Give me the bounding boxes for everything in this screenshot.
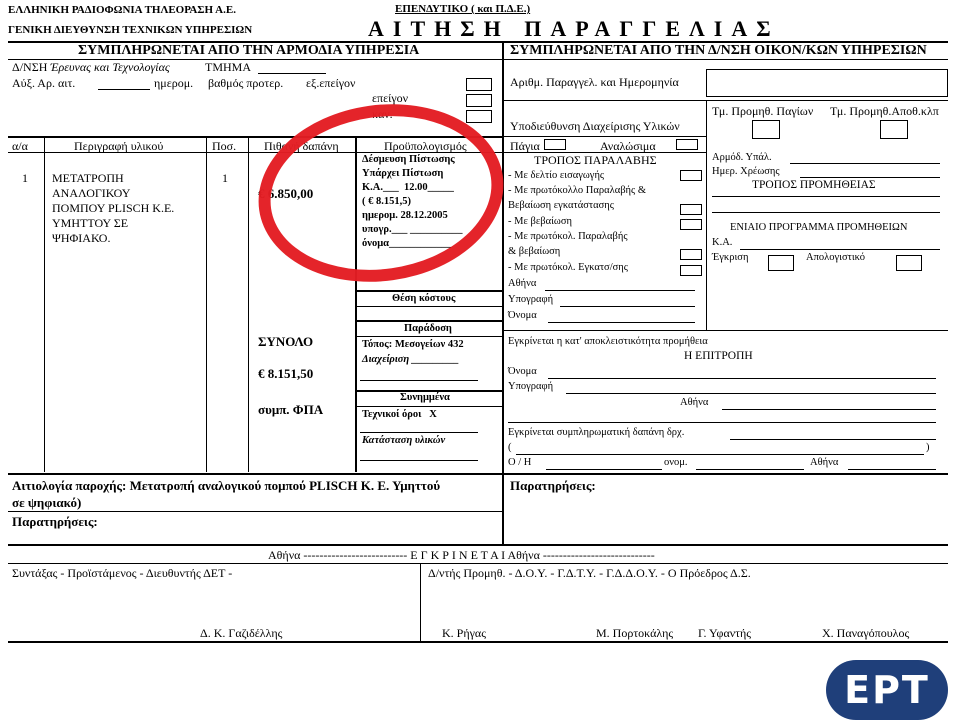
signatory-name-3: Μ. Πορτοκάλης <box>596 626 674 640</box>
divider <box>8 641 948 643</box>
aux-label: Αύξ. Αρ. αιτ. <box>12 76 76 90</box>
cost-position-label: Θέση κόστους <box>392 293 456 304</box>
divider <box>8 563 948 564</box>
paren-open: ( <box>508 442 512 453</box>
urgent-priority: εξ.επείγον <box>306 76 356 90</box>
delivery-place: Τόπος: Μεσογείων 432 <box>362 339 464 350</box>
divider <box>420 563 421 641</box>
supply-dept-checkbox[interactable] <box>752 120 780 139</box>
dept-label: Δ/ΝΣΗ Έρευνας και Τεχνολογίας <box>12 60 170 74</box>
budget-date: ημερομ. 28.12.2005 <box>362 210 448 221</box>
order-number-box[interactable] <box>706 69 948 97</box>
blank-line <box>360 460 478 461</box>
signatories-right: Δ/ντής Προμηθ. - Δ.Ο.Υ. - Γ.Δ.Τ.Υ. - Γ.Δ.Δ.Ο.Υ. - Ο Πρόεδρος Δ.Σ. <box>428 566 751 580</box>
blank-line <box>800 177 940 178</box>
priority-label: βαθμός προτερ. <box>208 76 284 90</box>
receipt-opt-4: - Με βεβαίωση <box>508 216 572 227</box>
budget-amount: ( € 8.151,5) <box>362 196 411 207</box>
receipt-opt-5: - Με πρωτόκολ. Παραλαβής <box>508 231 628 242</box>
item-desc-4: ΥΜΗΤΤΟΥ ΣΕ <box>52 216 129 230</box>
ert-logo: ΕΡΤ <box>826 660 948 720</box>
blank-line <box>508 422 936 423</box>
onom-label: ονομ. <box>664 457 688 468</box>
blank-line <box>740 249 940 250</box>
blank-line <box>548 322 695 323</box>
blank-line <box>258 73 326 74</box>
program-label: ΕΝΙΑΙΟ ΠΡΟΓΡΑΜΜΑ ΠΡΟΜΗΘΕΙΩΝ <box>730 222 908 233</box>
receipt-signature: Υπογραφή <box>508 294 554 305</box>
divider <box>706 100 707 330</box>
total-label: ΣΥΝΟΛΟ <box>258 334 314 349</box>
blank-line <box>730 439 936 440</box>
vat-label: συμπ. ΦΠΑ <box>258 402 324 417</box>
committee-approved: Εγκρίνεται η κατ' αποκλειστικότητα προμήθεια <box>508 336 708 347</box>
item-desc-1: ΜΕΤΑΤΡΟΠΗ <box>52 171 124 185</box>
analosimo-checkbox[interactable] <box>676 139 698 150</box>
receipt-athens: Αθήνα <box>508 278 537 289</box>
signatory-name-4: Γ. Υφαντής <box>698 626 752 640</box>
blank-line <box>712 212 940 213</box>
blank-line <box>790 163 940 164</box>
budget-ka: Κ.Α.___ 12.00_____ <box>362 182 454 193</box>
committee-athens: Αθήνα <box>680 397 709 408</box>
resp-officer-label: Αρμόδ. Υπάλ. <box>712 152 772 163</box>
item-number: 1 <box>22 171 28 185</box>
divider <box>8 511 502 512</box>
extra-cost-label: Εγκρίνεται συμπληρωματική δαπάνη δρχ. <box>508 427 685 438</box>
supply-store-label: Τμ. Προμηθ.Αποθ.κλπ <box>830 104 939 118</box>
divider <box>44 136 45 472</box>
priority-checkbox-1[interactable] <box>466 78 492 91</box>
remarks-right: Παρατηρήσεις: <box>510 478 596 493</box>
org-name: ΕΛΛΗΝΙΚΗ ΡΑΔΙΟΦΩΝΙΑ ΤΗΛΕΟΡΑΣΗ Α.Ε. <box>8 4 236 16</box>
remarks-left: Παρατηρήσεις: <box>12 514 98 529</box>
divider <box>8 473 948 475</box>
kanoniko-label: καν. <box>372 107 393 121</box>
item-desc-3: ΠΟΜΠΟΥ PLISCH Κ.Ε. <box>52 201 175 215</box>
receipt-title: ΤΡΟΠΟΣ ΠΑΡΑΛΑΒΗΣ <box>534 153 657 167</box>
budget-name: όνομα____________ <box>362 238 453 249</box>
signatory-name-1: Δ. Κ. Γαζιδέλλης <box>200 626 283 640</box>
supply-mode-title: ΤΡΟΠΟΣ ΠΡΟΜΗΘΕΙΑΣ <box>752 179 876 191</box>
blank-line <box>566 393 936 394</box>
urgent-label: ΕΠΕΝΔΥΤΙΚΟ ( και Π.Δ.Ε.) <box>395 3 531 15</box>
divider <box>248 136 249 472</box>
blank-line <box>848 469 936 470</box>
item-qty: 1 <box>222 171 228 185</box>
delivery-label: Παράδοση <box>404 323 452 334</box>
order-number-label: Αριθμ. Παραγγελ. και Ημερομηνία <box>510 75 679 89</box>
receipt-checkbox-1[interactable] <box>680 170 702 181</box>
budget-commit: Δέσμευση Πίστωσης <box>362 154 455 165</box>
signatories-left: Συντάξας - Προϊστάμενος - Διευθυντής ΔΕΤ - <box>12 566 233 580</box>
accounting-checkbox[interactable] <box>896 255 922 271</box>
budget-available: Υπάρχει Πίστωση <box>362 168 444 179</box>
committee-signature: Υπογραφή <box>508 381 554 392</box>
approve-line: Αθήνα -------------------------- Ε Γ Κ Ρ Ι Ν Ε Τ Α Ι Αθήνα ---------------------------- <box>268 548 655 562</box>
total-value: € 8.151,50 <box>258 366 314 381</box>
org-division: ΓΕΝΙΚΗ ΔΙΕΥΘΥΝΣΗ ΤΕΧΝΙΚΩΝ ΥΠΗΡΕΣΙΩΝ <box>8 24 253 36</box>
col-budget: Προϋπολογισμός <box>384 139 467 153</box>
blank-line <box>696 469 804 470</box>
blank-line <box>546 469 662 470</box>
attached-label: Συνημμένα <box>400 392 450 403</box>
blank-line <box>98 89 150 90</box>
reason-line-2: σε ψηφιακό) <box>12 495 82 510</box>
management-label: Διαχείριση _________ <box>362 354 460 365</box>
divider <box>355 290 502 292</box>
col-cost: Πιθανή δαπάνη <box>264 139 339 153</box>
approval-checkbox[interactable] <box>768 255 794 271</box>
divider <box>502 100 948 101</box>
committee-name: Όνομα <box>508 366 537 377</box>
blank-line <box>548 378 936 379</box>
divider <box>8 544 948 546</box>
date-label: ημερομ. <box>154 76 194 90</box>
priority-checkbox-3[interactable] <box>466 110 492 123</box>
col-aa: α/α <box>12 139 28 153</box>
col-qty: Ποσ. <box>212 139 237 153</box>
receipt-opt-1: - Με δελτίο εισαγωγής <box>508 170 605 181</box>
blank-line <box>360 432 478 433</box>
materials-label: Κατάσταση υλικών <box>362 435 446 446</box>
priority-checkbox-2[interactable] <box>466 94 492 107</box>
receipt-name: Όνομα <box>508 310 537 321</box>
epeigon-label: επείγον <box>372 91 409 105</box>
blank-line <box>712 196 940 197</box>
supply-dept-label: Τμ. Προμηθ. Παγίων <box>712 104 814 118</box>
supply-store-checkbox[interactable] <box>880 120 908 139</box>
receipt-checkbox-2[interactable] <box>680 204 702 215</box>
section-header-left: ΣΥΜΠΛΗΡΩΝΕΤΑΙ ΑΠΟ ΤΗΝ ΑΡΜΟΔΙΑ ΥΠΗΡΕΣΙΑ <box>78 43 420 58</box>
pagio-checkbox[interactable] <box>544 139 566 150</box>
divider <box>206 136 207 472</box>
col-desc: Περιγραφή υλικού <box>74 139 164 153</box>
col-analosimo: Αναλώσιμα <box>600 139 656 153</box>
divider <box>502 41 504 544</box>
receipt-checkbox-4[interactable] <box>680 249 702 260</box>
accounting-label: Απολογιστικό <box>806 252 865 263</box>
blank-line <box>560 306 695 307</box>
divider <box>355 320 502 322</box>
divider <box>355 336 502 337</box>
charge-date-label: Ημερ. Χρέωσης <box>712 166 780 177</box>
blank-line <box>516 454 924 455</box>
paren-close: ) <box>926 442 930 453</box>
tmima-label: ΤΜΗΜΑ <box>205 60 252 74</box>
item-cost: € 6.850,00 <box>258 186 314 201</box>
sub-dept-label: Υποδιεύθυνση Διαχείρισης Υλικών <box>510 119 680 133</box>
divider <box>355 406 502 407</box>
section-header-right: ΣΥΜΠΛΗΡΩΝΕΤΑΙ ΑΠΟ ΤΗΝ Δ/ΝΣΗ ΟΙΚΟΝ/ΚΩΝ ΥΠΗΡΕΣΙΩΝ <box>510 43 927 58</box>
receipt-opt-3: Βεβαίωση εγκατάστασης <box>508 200 614 211</box>
budget-sign: υπογρ.___ __________ <box>362 224 463 235</box>
oh-label: Ο / Η <box>508 457 532 468</box>
blank-line <box>722 409 936 410</box>
item-desc-5: ΨΗΦΙΑΚΟ. <box>52 231 111 245</box>
item-desc-2: ΑΝΑΛΟΓΙΚΟΥ <box>52 186 131 200</box>
blank-line <box>360 380 478 381</box>
receipt-opt-6: & βεβαίωση <box>508 246 561 257</box>
blank-line <box>545 290 695 291</box>
signatory-name-2: Κ. Ρήγας <box>442 626 486 640</box>
athens2-label: Αθήνα <box>810 457 839 468</box>
approval-label: Έγκριση <box>712 252 749 263</box>
divider <box>502 330 948 331</box>
col-pagio: Πάγια <box>510 139 540 153</box>
receipt-checkbox-3[interactable] <box>680 219 702 230</box>
receipt-opt-2: - Με πρωτόκολλο Παραλαβής & <box>508 185 646 196</box>
receipt-opt-7: - Με πρωτόκολ. Εγκατσ/σης <box>508 262 628 273</box>
page-title: ΑΙΤΗΣΗ ΠΑΡΑΓΓΕΛΙΑΣ <box>368 16 780 41</box>
divider <box>502 136 706 137</box>
program-ka: Κ.Α. <box>712 237 733 248</box>
divider <box>355 306 502 307</box>
tech-terms-label: Τεχνικοί όροι Χ <box>362 409 437 420</box>
signatory-name-5: Χ. Παναγόπουλος <box>822 626 910 640</box>
reason-line-1: Αιτιολογία παροχής: Μετατροπή αναλογικού πομπού PLISCH Κ. Ε. Υμηττού <box>12 478 441 493</box>
divider <box>502 59 948 60</box>
receipt-checkbox-5[interactable] <box>680 265 702 276</box>
committee-title: Η ΕΠΙΤΡΟΠΗ <box>684 350 753 362</box>
